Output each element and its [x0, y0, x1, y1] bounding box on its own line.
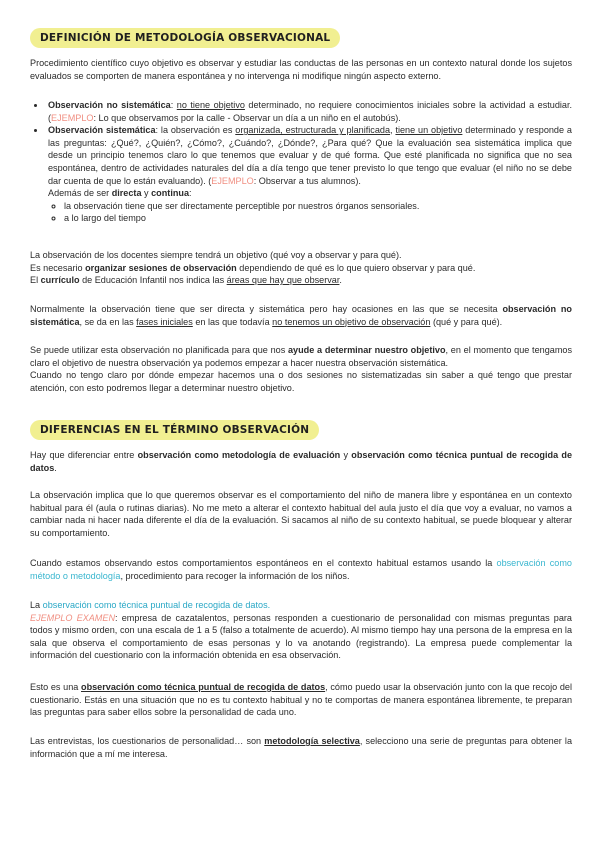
sub-item-continua: ◦ a lo largo del tiempo: [64, 212, 572, 225]
implica-paragraph: La observación implica que lo que queremos observar es el comportamiento del niño de manera libre y espontánea en un contexto habitual para él (aula o rutinas diarias). No me meto a alterar el contexto habitual del aula justo el día que voy a evaluar, no vamos a cambiar nada ni hacer nada diferente el día de la evaluación. Si sacamos al niño de su contexto habitual, se puede bloquear y alterar su comportamiento.: [30, 490, 572, 538]
example-label: EJEMPLO: [51, 112, 94, 123]
example-exam-label: EJEMPLO EXAMEN: [30, 612, 116, 623]
observation-types-list: [30, 99, 572, 225]
list-item-sistematica: • Observación sistemática: la observación es organizada, estructurada y planificada, tiene un objetivo determinado y responde a las preguntas: ¿Qué?, ¿Quién?, ¿Cómo?, ¿Cuándo?, ¿Dónde?, ¿Para qué? Que la evaluación sea sistemática implica que desde un principio tenemos claro lo que tenemos que evaluar y de qué forma. Que esté planificada no significa que no sea espontánea, dentro de actividades naturales del día a día tengo que tener previsto lo que tengo que evaluar (el niño no se debe dar cuenta de que lo están evaluando). (EJEMPLO: Observar a tus alumnos). Además de ser directa y continua: ◦ la observación tiene que ser directamente perceptible por nuestros órganos sensoriales. ◦ a lo largo del tiempo: [46, 124, 572, 225]
sub-item-directa: ◦ la observación tiene que ser directamente perceptible por nuestros órganos sensoriales.: [64, 200, 572, 213]
metodologia-paragraph: Cuando estamos observando estos comportamientos espontáneos en el contexto habitual estamos usando la observación como método o metodología, procedimiento para recoger la información de los niños.: [30, 558, 572, 581]
list-item-no-sistematica: • Observación no sistemática: no tiene objetivo determinado, no requiere conocimientos iniciales sobre la actividad a estudiar. (EJEMPLO: Lo que observamos por la calle - Observar un día a un niño en el autobús).: [46, 99, 572, 124]
example-label: EJEMPLO: [211, 175, 254, 186]
tecnica-puntual-paragraph: La observación como técnica puntual de recogida de datos. EJEMPLO EXAMEN: empresa de cazatalentos, personas responden a cuestionario de personalidad con mismas preguntas para todos y mismo orden, con una escala de 1 a 5 (falso a totalmente de acuerdo). Al mismo tiempo hay una persona de la empresa en la sala que observa el comportamiento de esas personas y lo va anotando (registrando). La empresa puede complementar la información del cuestionario con la información obtenida en esa observación.: [30, 600, 572, 661]
esto-es-paragraph: Esto es una observación como técnica puntual de recogida de datos, cómo puedo usar la observación junto con la que recojo del cuestionario. Estás en una situación que no es tu contexto habitual y no te comportas de manera espontánea libremente, te preparan las preguntas para saber ellos sobre la personalidad de cada uno.: [30, 682, 572, 718]
no-planificada-paragraph: Se puede utilizar esta observación no planificada para que nos ayude a determinar nuestro objetivo, en el momento que tengamos claro el objetivo de nuestra observación ya podemos empezar a hacer nuestra observación sistemática. Cuando no tengo claro por dónde empezar hacemos una o dos sesiones no sistematizadas sin saber a qué tengo que prestar atención, con esto podremos llegar a determinar nuestro objetivo.: [30, 345, 572, 393]
diferenciar-paragraph: Hay que diferenciar entre observación como metodología de evaluación y observación como técnica puntual de recogida de datos.: [30, 450, 573, 473]
entrevistas-paragraph: Las entrevistas, los cuestionarios de personalidad… son metodología selectiva, selecciono una serie de preguntas para obtener la información que a mí me interesa.: [30, 736, 573, 759]
intro-paragraph: Procedimiento científico cuyo objetivo es observar y estudiar las conductas de las personas en un contexto natural donde los sujetos evaluados se comporten de manera espontánea y no intervenga ni modifique ningún aspecto externo.: [30, 58, 572, 81]
docentes-paragraphs: La observación de los docentes siempre tendrá un objetivo (qué voy a observar y para qué). Es necesario organizar sesiones de observación dependiendo de qué es lo que quiero observar y para qué. El currículo de Educación Infantil nos indica las áreas que hay que observar.: [30, 250, 476, 286]
section-heading-definicion: DEFINICIÓN DE METODOLOGÍA OBSERVACIONAL: [30, 28, 340, 48]
normalmente-paragraph: Normalmente la observación tiene que ser directa y sistemática pero hay ocasiones en las que se necesita observación no sistemática, se da en las fases iniciales en las que todavía no tenemos un objetivo de observación (qué y para qué).: [30, 304, 572, 327]
section-heading-diferencias: DIFERENCIAS EN EL TÉRMINO OBSERVACIÓN: [30, 420, 319, 440]
